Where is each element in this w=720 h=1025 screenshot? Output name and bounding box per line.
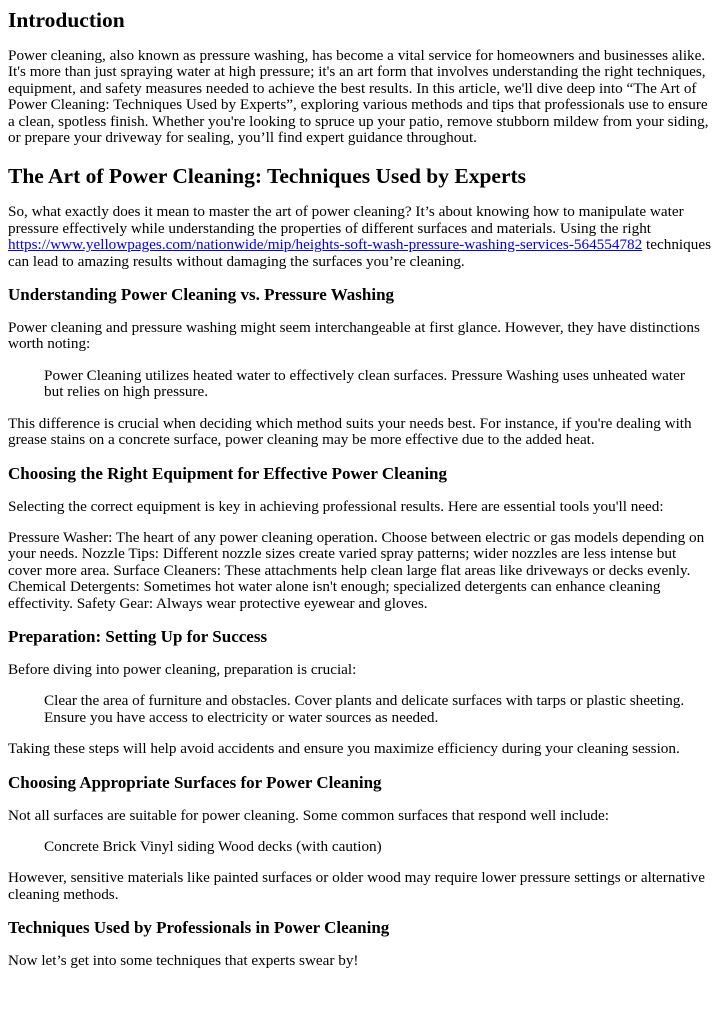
equipment-heading: Choosing the Right Equipment for Effective Power Cleaning — [8, 463, 448, 483]
preparation-paragraph: Before diving into power cleaning, preparation is crucial: — [8, 660, 357, 678]
surfaces-paragraph: Not all surfaces are suitable for power cleaning. Some common surfaces that respond well include: — [8, 806, 609, 824]
surfaces-quote: Concrete Brick Vinyl siding Wood decks (with caution) — [44, 837, 382, 855]
preparation-quote: Clear the area of furniture and obstacles. Cover plants and delicate surfaces with tarps or plastic sheeting. Ensure you have access to electricity or water sources as needed. — [44, 692, 685, 726]
art-paragraph — [8, 204, 712, 270]
art-paragraph-before-link: So, what exactly does it mean to master the art of power cleaning? It’s about knowing how to manipulate water pressure effectively while understanding the properties of different surfaces and materials. Using the right — [8, 203, 684, 237]
article — [0, 8, 720, 970]
yellowpages-link[interactable]: https://www.yellowpages.com/nationwide/mip/heights-soft-wash-pressure-washing-services-564554782 — [8, 236, 643, 254]
art-paragraph-after-link: techniques can lead to amazing results without damaging the surfaces you’re cleaning. — [8, 236, 711, 270]
preparation-paragraph-2: Taking these steps will help avoid accidents and ensure you maximize efficiency during your cleaning session. — [8, 740, 680, 758]
techniques-paragraph: Now let’s get into some techniques that experts swear by! — [8, 952, 359, 970]
art-heading: The Art of Power Cleaning: Techniques Used by Experts — [8, 164, 527, 189]
understanding-heading: Understanding Power Cleaning vs. Pressure Washing — [8, 285, 395, 305]
intro-paragraph: Power cleaning, also known as pressure washing, has become a vital service for homeowners and businesses alike. It's more than just spraying water at high pressure; it's an art form that involves understanding the right techniques, equipment, and safety measures needed to achieve the best results. In this article, we'll dive deep into “The Art of Power Cleaning: Techniques Used by Experts”, exploring various methods and tips that professionals use to ensure a clean, spotless finish. Whether you're looking to spruce up your patio, remove stubborn mildew from your siding, or prepare your driveway for sealing, you’ll find expert guidance throughout. — [8, 47, 709, 147]
understanding-paragraph: Power cleaning and pressure washing might seem interchangeable at first glance. However, they have distinctions worth noting: — [8, 319, 700, 353]
equipment-paragraph-2: Pressure Washer: The heart of any power cleaning operation. Choose between electric or gas models depending on your needs. Nozzle Tips: Different nozzle sizes create varied spray patterns; wider nozzles are less intense but cover more area. Surface Cleaners: These attachments help clean large flat areas like driveways or decks evenly. Chemical Detergents: Sometimes hot water alone isn't enough; specialized detergents can enhance cleaning effectivity. Safety Gear: Always wear protective eyewear and gloves. — [8, 528, 705, 612]
surfaces-paragraph-2: However, sensitive materials like painted surfaces or older wood may require lower pressure settings or alternative cleaning methods. — [8, 869, 705, 903]
techniques-heading: Techniques Used by Professionals in Power Cleaning — [8, 918, 390, 938]
understanding-paragraph-2: This difference is crucial when deciding which method suits your needs best. For instance, if you're dealing with grease stains on a concrete surface, power cleaning may be more effective due to the added heat. — [8, 414, 692, 449]
intro-heading: Introduction — [8, 8, 125, 32]
surfaces-heading: Choosing Appropriate Surfaces for Power Cleaning — [8, 772, 382, 792]
preparation-heading: Preparation: Setting Up for Success — [8, 626, 268, 646]
understanding-quote: Power Cleaning utilizes heated water to effectively clean surfaces. Pressure Washing uses unheated water but relies on high pressure. — [44, 366, 685, 401]
equipment-paragraph: Selecting the correct equipment is key in achieving professional results. Here are essential tools you'll need: — [8, 497, 664, 515]
